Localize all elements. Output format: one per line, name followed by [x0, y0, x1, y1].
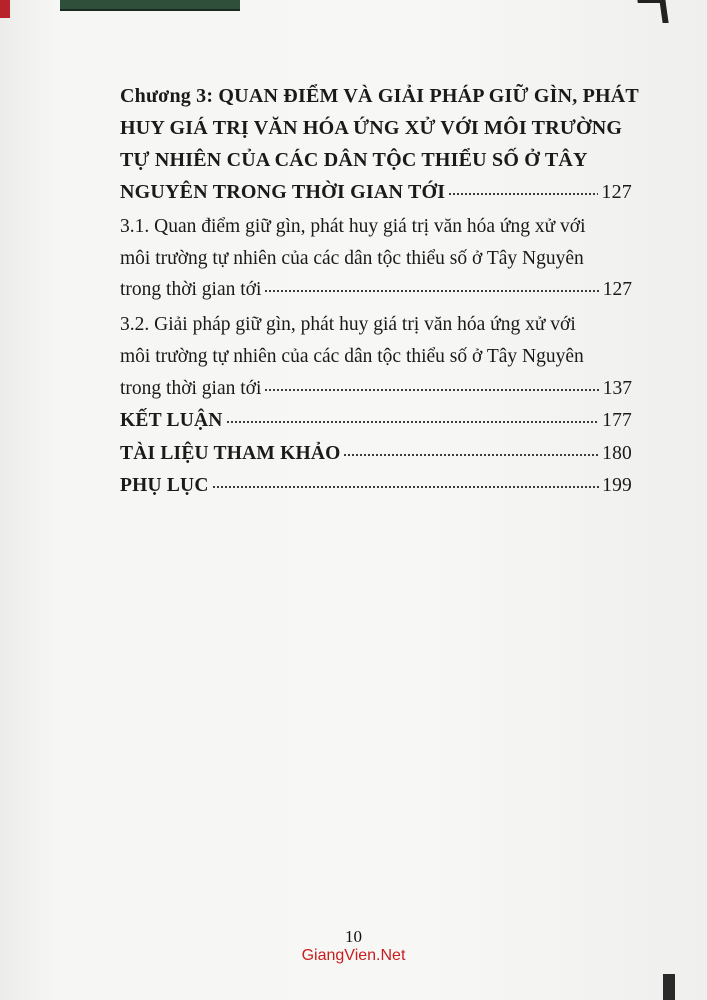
toc-line	[120, 341, 632, 373]
scan-edge-binding	[663, 974, 675, 1000]
toc-text: 3.2. Giải pháp giữ gìn, phát huy giá trị văn hóa ứng xử với	[120, 314, 576, 336]
toc-text: TỰ NHIÊN CỦA CÁC DÂN TỘC THIỂU SỐ Ở TÂY	[120, 149, 588, 171]
toc-entry-section-3-1[interactable]	[120, 211, 632, 306]
toc-text: môi trường tự nhiên của các dân tộc thiểu số ở Tây Nguyên	[120, 247, 584, 269]
toc-entry-conclusion[interactable]	[120, 405, 632, 437]
toc-line	[120, 243, 632, 275]
page-number: 10	[345, 927, 362, 946]
toc-line	[120, 274, 632, 306]
toc-text: NGUYÊN TRONG THỜI GIAN TỚI	[120, 181, 446, 203]
toc-text: trong thời gian tới	[120, 279, 262, 301]
toc-text: môi trường tự nhiên của các dân tộc thiểu số ở Tây Nguyên	[120, 345, 584, 367]
toc-entry-chapter-3[interactable]	[120, 80, 639, 208]
toc-entry-section-3-2[interactable]	[120, 309, 632, 404]
page-ref: 127	[601, 181, 632, 203]
toc-text: KẾT LUẬN	[120, 410, 223, 432]
toc-text: TÀI LIỆU THAM KHẢO	[120, 442, 341, 464]
scan-edge-cover	[60, 0, 240, 11]
page-ref: 137	[602, 377, 632, 399]
toc-line	[120, 405, 632, 437]
toc-line	[120, 176, 632, 208]
page-ref: 199	[602, 475, 632, 497]
watermark: GiangVien.Net	[301, 947, 406, 964]
dot-leader	[226, 407, 600, 427]
scan-edge-clip	[637, 0, 668, 23]
toc-text: Chương 3: QUAN ĐIỂM VÀ GIẢI PHÁP GIỮ GÌN, PHÁT	[120, 85, 639, 107]
dot-leader	[264, 276, 599, 296]
toc-entry-references[interactable]	[120, 438, 632, 470]
toc-line	[120, 309, 632, 341]
toc-line	[120, 112, 632, 144]
toc-line	[120, 438, 632, 470]
dot-leader	[448, 178, 598, 198]
dot-leader	[264, 374, 599, 394]
dot-leader	[212, 472, 600, 492]
toc-line	[120, 373, 632, 405]
toc-line	[120, 80, 639, 112]
scan-edge-red	[0, 0, 10, 18]
toc-entry-appendix[interactable]	[120, 470, 632, 502]
toc-line	[120, 470, 632, 502]
toc-text: 3.1. Quan điểm giữ gìn, phát huy giá trị văn hóa ứng xử với	[120, 216, 586, 237]
toc-line	[120, 211, 632, 243]
toc-line	[120, 144, 632, 176]
page-ref: 177	[602, 410, 632, 432]
dot-leader	[343, 439, 599, 459]
table-of-contents	[120, 80, 639, 502]
page-ref: 127	[602, 279, 632, 301]
toc-text: HUY GIÁ TRỊ VĂN HÓA ỨNG XỬ VỚI MÔI TRƯỜNG	[120, 117, 623, 139]
toc-text: trong thời gian tới	[120, 377, 262, 399]
page-ref: 180	[602, 442, 632, 464]
toc-text: PHỤ LỤC	[120, 475, 209, 497]
